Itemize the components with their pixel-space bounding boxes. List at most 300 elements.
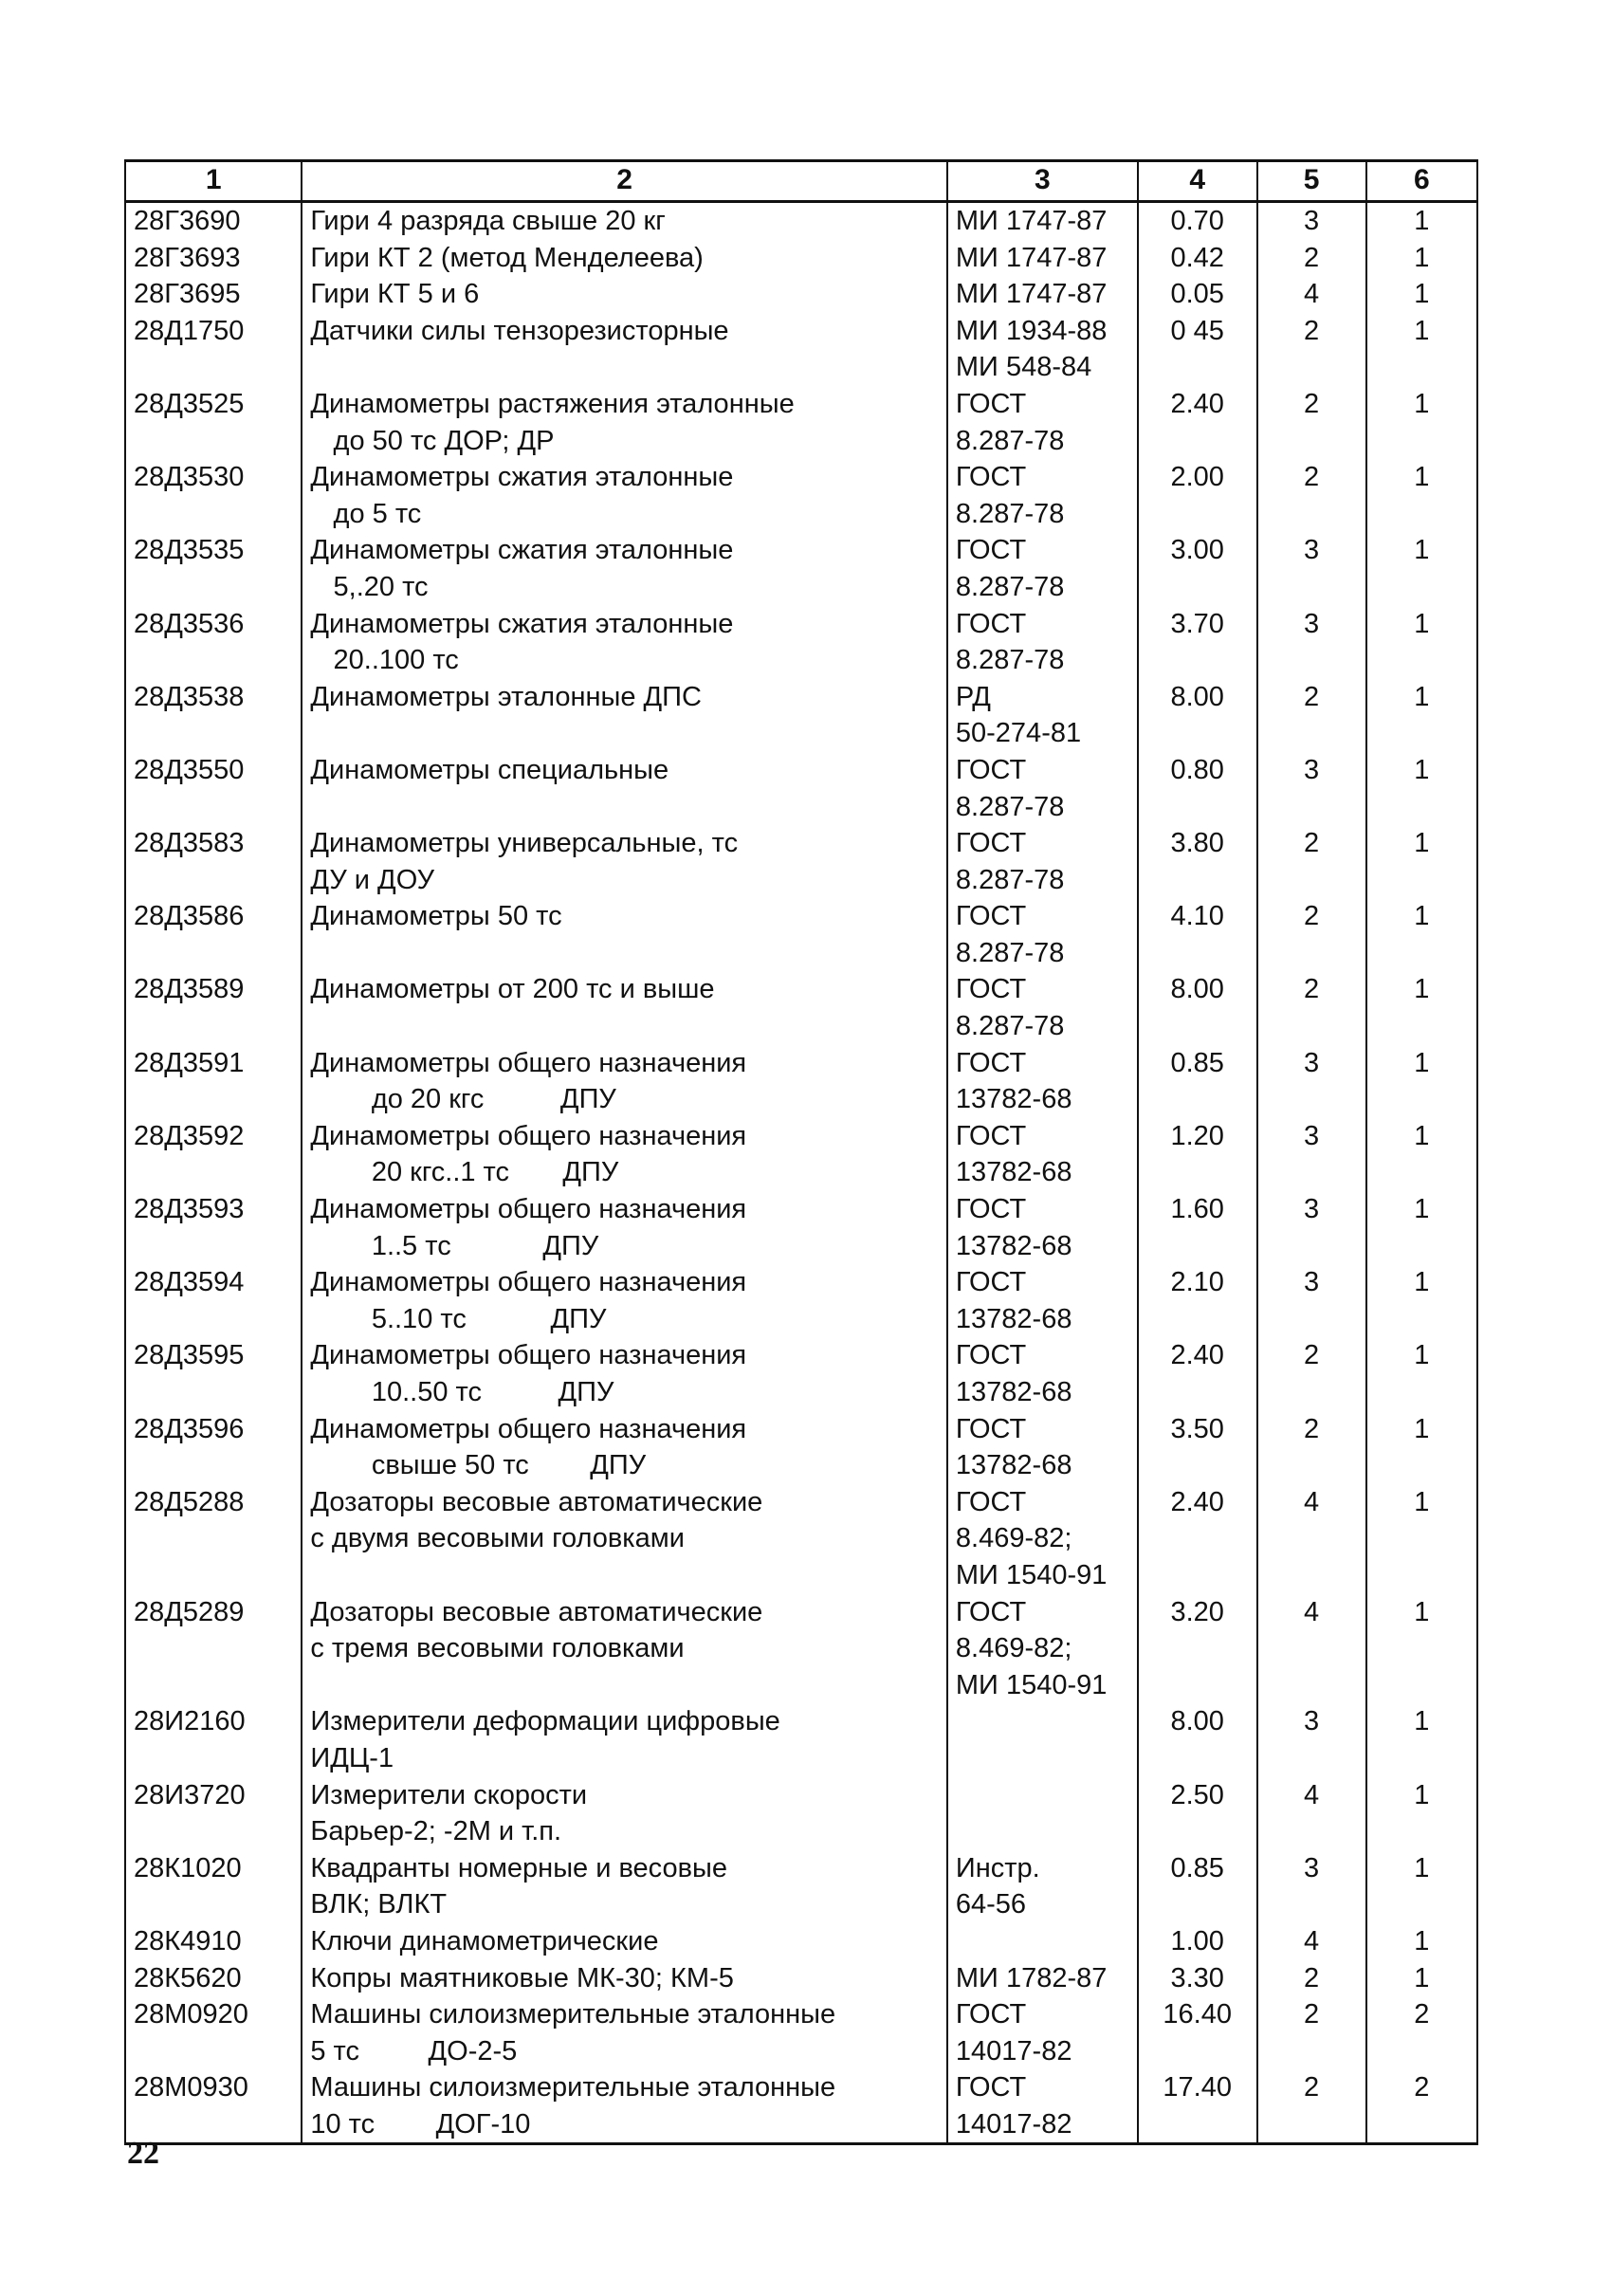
table-row: [125, 1594, 1477, 1704]
col5-value: 3: [1304, 1120, 1320, 1151]
item-code: 28М0930: [134, 2072, 248, 2103]
item-name-line: Гири 4 разряда свыше 20 кг: [310, 206, 666, 236]
doc-line: 14017-82: [955, 2108, 1072, 2140]
col4-value: 8.00: [1170, 974, 1224, 1005]
name-cell: [302, 825, 947, 898]
item-name-line: Измерители скорости: [310, 1779, 588, 1810]
col6-cell: [1366, 459, 1477, 532]
col5-value: 2: [1304, 681, 1320, 712]
col4-cell: [1138, 1850, 1257, 1923]
item-code: 28И3720: [134, 1779, 246, 1810]
doc-cell: [947, 1337, 1138, 1410]
page-number: 22: [127, 2136, 159, 2171]
data-table: [124, 159, 1478, 2145]
code-cell: [125, 1850, 302, 1923]
col4-cell: [1138, 276, 1257, 313]
item-code: 28И2160: [134, 1706, 246, 1737]
col5-cell: [1257, 1337, 1366, 1410]
name-cell: [302, 1337, 947, 1410]
name-cell: [302, 752, 947, 825]
col6-cell: [1366, 532, 1477, 605]
col5-value: 3: [1304, 608, 1320, 639]
col5-cell: [1257, 1996, 1366, 2069]
code-cell: [125, 898, 302, 971]
code-cell: [125, 1045, 302, 1118]
col4-cell: [1138, 1337, 1257, 1410]
doc-line: ГОСТ: [955, 1413, 1027, 1444]
item-name-line: ИДЦ-1: [310, 1742, 394, 1773]
doc-line: 13782-68: [955, 1230, 1072, 1261]
col6-cell: [1366, 1703, 1477, 1776]
table-row: [125, 2069, 1477, 2144]
item-name-line: с тремя весовыми головками: [310, 1633, 685, 1664]
name-cell: [302, 606, 947, 679]
table-row: [125, 1411, 1477, 1484]
doc-line: ГОСТ: [955, 462, 1027, 493]
col5-value: 4: [1304, 1779, 1320, 1810]
name-cell: [302, 532, 947, 605]
col6-value: 1: [1414, 1267, 1430, 1298]
col6-cell: [1366, 276, 1477, 313]
doc-line: ГОСТ: [955, 974, 1027, 1005]
code-cell: [125, 1594, 302, 1704]
col4-value: 2.40: [1170, 388, 1224, 419]
item-name-line: Динамометры общего назначения: [310, 1340, 747, 1371]
item-code: 28Д3536: [134, 608, 245, 639]
doc-line: 8.287-78: [955, 864, 1065, 895]
name-cell: [302, 1960, 947, 1997]
table-row: [125, 459, 1477, 532]
col6-cell: [1366, 1264, 1477, 1337]
table-row: [125, 752, 1477, 825]
col5-value: 3: [1304, 1706, 1320, 1737]
doc-line: 8.287-78: [955, 498, 1065, 529]
col4-value: 0.80: [1170, 754, 1224, 785]
item-name-line: Динамометры сжатия эталонные: [310, 608, 734, 639]
col5-cell: [1257, 1960, 1366, 1997]
doc-line: ГОСТ: [955, 1047, 1027, 1078]
col4-value: 2.00: [1170, 462, 1224, 493]
col4-value: 2.40: [1170, 1486, 1224, 1517]
doc-cell: [947, 459, 1138, 532]
col6-value: 1: [1414, 206, 1430, 236]
doc-line: 8.469-82;: [955, 1633, 1072, 1664]
col6-cell: [1366, 1923, 1477, 1960]
item-code: 28Д3525: [134, 388, 245, 419]
doc-line: 50-274-81: [955, 718, 1082, 749]
col4-value: 2.10: [1170, 1267, 1224, 1298]
col6-value: 2: [1414, 2072, 1430, 2103]
table-row: [125, 532, 1477, 605]
name-cell: [302, 1118, 947, 1191]
col6-cell: [1366, 1850, 1477, 1923]
item-name-line: Ключи динамометрические: [310, 1925, 659, 1956]
col5-cell: [1257, 386, 1366, 459]
item-name-line: с двумя весовыми головками: [310, 1523, 685, 1554]
col6-value: 1: [1414, 681, 1430, 712]
col6-cell: [1366, 1045, 1477, 1118]
col5-cell: [1257, 1850, 1366, 1923]
name-cell: [302, 202, 947, 240]
col6-cell: [1366, 679, 1477, 752]
col5-value: 4: [1304, 1486, 1320, 1517]
col6-cell: [1366, 825, 1477, 898]
item-code: 28Д3535: [134, 535, 245, 566]
table-row: [125, 386, 1477, 459]
doc-line: 8.287-78: [955, 645, 1065, 676]
doc-cell: [947, 606, 1138, 679]
col4-cell: [1138, 459, 1257, 532]
col4-cell: [1138, 825, 1257, 898]
item-code: 28Д5288: [134, 1486, 245, 1517]
col4-value: 3.50: [1170, 1413, 1224, 1444]
col5-cell: [1257, 825, 1366, 898]
item-name-line: 5..10 тс ДПУ: [310, 1303, 607, 1334]
doc-line: 13782-68: [955, 1450, 1072, 1481]
name-cell: [302, 276, 947, 313]
col4-value: 0.85: [1170, 1852, 1224, 1883]
doc-cell: [947, 679, 1138, 752]
doc-line: ГОСТ: [955, 754, 1027, 785]
code-cell: [125, 202, 302, 240]
column-header-3: 3: [947, 161, 1138, 202]
col6-value: 1: [1414, 901, 1430, 932]
col5-value: 2: [1304, 462, 1320, 493]
col4-value: 3.30: [1170, 1962, 1224, 1993]
code-cell: [125, 1264, 302, 1337]
col5-cell: [1257, 313, 1366, 386]
col6-value: 1: [1414, 1706, 1430, 1737]
col4-cell: [1138, 1484, 1257, 1594]
doc-cell: [947, 1411, 1138, 1484]
col5-value: 2: [1304, 2072, 1320, 2103]
item-code: 28Д3594: [134, 1267, 245, 1298]
column-header-4: 4: [1138, 161, 1257, 202]
col4-value: 16.40: [1163, 1999, 1232, 2030]
table-row: [125, 1045, 1477, 1118]
name-cell: [302, 1777, 947, 1850]
doc-line: МИ 1540-91: [955, 1669, 1108, 1700]
doc-line: ГОСТ: [955, 1267, 1027, 1298]
col4-value: 8.00: [1170, 681, 1224, 712]
code-cell: [125, 532, 302, 605]
item-code: 28Д3589: [134, 974, 245, 1005]
col4-value: 0.85: [1170, 1047, 1224, 1078]
col4-cell: [1138, 606, 1257, 679]
col6-cell: [1366, 240, 1477, 277]
item-name-line: ДУ и ДОУ: [310, 864, 435, 895]
item-code: 28Г3695: [134, 279, 241, 310]
col4-value: 4.10: [1170, 901, 1224, 932]
name-cell: [302, 1996, 947, 2069]
col6-cell: [1366, 1960, 1477, 1997]
col6-cell: [1366, 1337, 1477, 1410]
col4-value: 1.00: [1170, 1925, 1224, 1956]
col4-value: 3.80: [1170, 828, 1224, 859]
col5-value: 3: [1304, 1852, 1320, 1883]
doc-cell: [947, 1264, 1138, 1337]
name-cell: [302, 971, 947, 1044]
item-code: 28М0920: [134, 1999, 248, 2030]
item-code: 28К5620: [134, 1962, 242, 1993]
name-cell: [302, 1264, 947, 1337]
doc-line: ГОСТ: [955, 828, 1027, 859]
name-cell: [302, 1045, 947, 1118]
code-cell: [125, 1703, 302, 1776]
col5-value: 2: [1304, 1962, 1320, 1993]
col5-cell: [1257, 276, 1366, 313]
name-cell: [302, 1594, 947, 1704]
col6-value: 1: [1414, 279, 1430, 310]
column-header-6: 6: [1366, 161, 1477, 202]
col4-value: 2.40: [1170, 1340, 1224, 1371]
col5-cell: [1257, 1923, 1366, 1960]
doc-cell: [947, 1484, 1138, 1594]
doc-cell: [947, 1923, 1138, 1960]
code-cell: [125, 1411, 302, 1484]
item-code: 28Д3596: [134, 1413, 245, 1444]
doc-line: ГОСТ: [955, 1486, 1027, 1517]
doc-cell: [947, 1045, 1138, 1118]
doc-cell: [947, 532, 1138, 605]
doc-cell: [947, 825, 1138, 898]
item-code: 28Д1750: [134, 315, 245, 346]
col5-value: 2: [1304, 901, 1320, 932]
doc-line: МИ 1747-87: [955, 242, 1108, 273]
col5-value: 2: [1304, 1340, 1320, 1371]
name-cell: [302, 1923, 947, 1960]
doc-line: МИ 1747-87: [955, 206, 1108, 236]
name-cell: [302, 898, 947, 971]
item-name-line: Динамометры специальные: [310, 754, 669, 785]
doc-line: 8.287-78: [955, 791, 1065, 822]
col4-value: 1.20: [1170, 1120, 1224, 1151]
item-name-line: Гири КТ 5 и 6: [310, 279, 480, 310]
col5-cell: [1257, 202, 1366, 240]
col4-cell: [1138, 752, 1257, 825]
col6-value: 1: [1414, 1852, 1430, 1883]
col4-value: 0.42: [1170, 242, 1224, 273]
code-cell: [125, 1923, 302, 1960]
doc-line: 64-56: [955, 1889, 1027, 1920]
col4-cell: [1138, 1703, 1257, 1776]
col6-value: 1: [1414, 828, 1430, 859]
table-row: [125, 1264, 1477, 1337]
doc-cell: [947, 2069, 1138, 2144]
col5-cell: [1257, 1777, 1366, 1850]
col5-cell: [1257, 1264, 1366, 1337]
col4-value: 3.00: [1170, 535, 1224, 566]
table-header-row: [125, 161, 1477, 202]
item-code: 28Д3586: [134, 901, 245, 932]
col4-value: 8.00: [1170, 1706, 1224, 1737]
col4-cell: [1138, 240, 1257, 277]
item-name-line: Квадранты номерные и весовые: [310, 1852, 728, 1883]
col6-cell: [1366, 1191, 1477, 1264]
doc-line: 13782-68: [955, 1377, 1072, 1407]
item-name-line: Динамометры сжатия эталонные: [310, 535, 734, 566]
code-cell: [125, 276, 302, 313]
col4-cell: [1138, 1191, 1257, 1264]
item-code: 28Д3583: [134, 828, 245, 859]
code-cell: [125, 752, 302, 825]
doc-line: 8.469-82;: [955, 1523, 1072, 1554]
item-name-line: Динамометры эталонные ДПС: [310, 681, 702, 712]
doc-cell: [947, 1850, 1138, 1923]
table-row: [125, 1337, 1477, 1410]
col4-cell: [1138, 2069, 1257, 2144]
name-cell: [302, 2069, 947, 2144]
code-cell: [125, 1337, 302, 1410]
item-name-line: 10..50 тс ДПУ: [310, 1377, 614, 1407]
item-name-line: 10 тс ДОГ-10: [310, 2108, 531, 2140]
col5-cell: [1257, 459, 1366, 532]
col5-value: 4: [1304, 1925, 1320, 1956]
doc-line: 8.287-78: [955, 571, 1065, 602]
item-code: 28Г3690: [134, 206, 241, 236]
table-row: [125, 1777, 1477, 1850]
col5-value: 4: [1304, 279, 1320, 310]
col5-value: 2: [1304, 388, 1320, 419]
table-row: [125, 1484, 1477, 1594]
item-name-line: Динамометры от 200 тс и выше: [310, 974, 715, 1005]
doc-line: ГОСТ: [955, 388, 1027, 419]
doc-cell: [947, 971, 1138, 1044]
name-cell: [302, 313, 947, 386]
item-code: 28Д3595: [134, 1340, 245, 1371]
col4-cell: [1138, 1777, 1257, 1850]
doc-line: ГОСТ: [955, 1596, 1027, 1627]
name-cell: [302, 386, 947, 459]
doc-line: 14017-82: [955, 2035, 1072, 2066]
col5-value: 2: [1304, 1999, 1320, 2030]
col4-cell: [1138, 1960, 1257, 1997]
col6-value: 1: [1414, 974, 1430, 1005]
col5-value: 2: [1304, 242, 1320, 273]
col5-value: 2: [1304, 974, 1320, 1005]
col5-cell: [1257, 898, 1366, 971]
col5-value: 3: [1304, 754, 1320, 785]
item-name-line: Измерители деформации цифровые: [310, 1706, 780, 1737]
item-code: 28Д3592: [134, 1120, 245, 1151]
col4-cell: [1138, 1923, 1257, 1960]
item-name-line: Динамометры общего назначения: [310, 1120, 747, 1151]
table-row: [125, 1960, 1477, 1997]
item-name-line: ВЛК; ВЛКТ: [310, 1889, 448, 1920]
col4-cell: [1138, 313, 1257, 386]
table-row: [125, 1703, 1477, 1776]
doc-cell: [947, 276, 1138, 313]
col6-value: 1: [1414, 1962, 1430, 1993]
item-name-line: Динамометры универсальные, тс: [310, 828, 739, 859]
item-code: 28Г3693: [134, 242, 241, 273]
item-name-line: Динамометры 50 тс: [310, 901, 562, 932]
doc-line: МИ 1782-87: [955, 1962, 1108, 1993]
col6-value: 1: [1414, 1486, 1430, 1517]
table-row: [125, 313, 1477, 386]
doc-line: ГОСТ: [955, 535, 1027, 566]
table-row: [125, 606, 1477, 679]
doc-line: 8.287-78: [955, 1011, 1065, 1042]
code-cell: [125, 1191, 302, 1264]
name-cell: [302, 1191, 947, 1264]
doc-cell: [947, 1703, 1138, 1776]
item-name-line: 5,.20 тс: [310, 571, 429, 602]
col5-value: 3: [1304, 206, 1320, 236]
code-cell: [125, 1960, 302, 1997]
col4-cell: [1138, 1118, 1257, 1191]
doc-line: МИ 1934-88: [955, 315, 1108, 346]
col4-cell: [1138, 1996, 1257, 2069]
col5-cell: [1257, 1484, 1366, 1594]
doc-line: ГОСТ: [955, 1999, 1027, 2030]
col4-value: 2.50: [1170, 1779, 1224, 1810]
col4-value: 0.70: [1170, 206, 1224, 236]
code-cell: [125, 2069, 302, 2144]
name-cell: [302, 1850, 947, 1923]
col6-value: 1: [1414, 388, 1430, 419]
col5-cell: [1257, 1594, 1366, 1704]
col4-cell: [1138, 679, 1257, 752]
item-name-line: 1..5 тс ДПУ: [310, 1230, 599, 1261]
col6-value: 1: [1414, 535, 1430, 566]
table-row: [125, 971, 1477, 1044]
col6-value: 1: [1414, 242, 1430, 273]
col6-value: 1: [1414, 754, 1430, 785]
doc-line: 13782-68: [955, 1303, 1072, 1334]
item-name-line: Динамометры общего назначения: [310, 1194, 747, 1225]
table-row: [125, 679, 1477, 752]
col5-cell: [1257, 679, 1366, 752]
doc-cell: [947, 240, 1138, 277]
col4-cell: [1138, 1594, 1257, 1704]
item-name-line: Датчики силы тензорезисторные: [310, 315, 729, 346]
col6-cell: [1366, 752, 1477, 825]
item-name-line: Динамометры общего назначения: [310, 1267, 747, 1298]
table-row: [125, 825, 1477, 898]
col6-cell: [1366, 606, 1477, 679]
col4-cell: [1138, 1045, 1257, 1118]
col5-value: 3: [1304, 1194, 1320, 1225]
table-row: [125, 1996, 1477, 2069]
code-cell: [125, 1996, 302, 2069]
item-name-line: 20 кгс..1 тс ДПУ: [310, 1157, 619, 1188]
col6-value: 1: [1414, 1596, 1430, 1627]
item-name-line: Машины силоизмерительные эталонные: [310, 2072, 836, 2103]
col5-cell: [1257, 240, 1366, 277]
item-name-line: 5 тс ДО-2-5: [310, 2035, 518, 2066]
doc-line: РД: [955, 681, 991, 712]
table-row: [125, 1191, 1477, 1264]
item-name-line: Копры маятниковые МК-30; КМ-5: [310, 1962, 734, 1993]
col4-cell: [1138, 898, 1257, 971]
col6-cell: [1366, 898, 1477, 971]
item-name-line: Динамометры общего назначения: [310, 1047, 747, 1078]
col6-value: 1: [1414, 1340, 1430, 1371]
doc-cell: [947, 752, 1138, 825]
code-cell: [125, 971, 302, 1044]
col4-cell: [1138, 971, 1257, 1044]
col5-value: 2: [1304, 1413, 1320, 1444]
doc-cell: [947, 1960, 1138, 1997]
doc-line: МИ 548-84: [955, 352, 1092, 383]
item-code: 28Д3530: [134, 462, 245, 493]
item-name-line: Машины силоизмерительные эталонные: [310, 1999, 836, 2030]
col4-value: 0.05: [1170, 279, 1224, 310]
col6-value: 2: [1414, 1999, 1430, 2030]
code-cell: [125, 1484, 302, 1594]
col6-cell: [1366, 1411, 1477, 1484]
